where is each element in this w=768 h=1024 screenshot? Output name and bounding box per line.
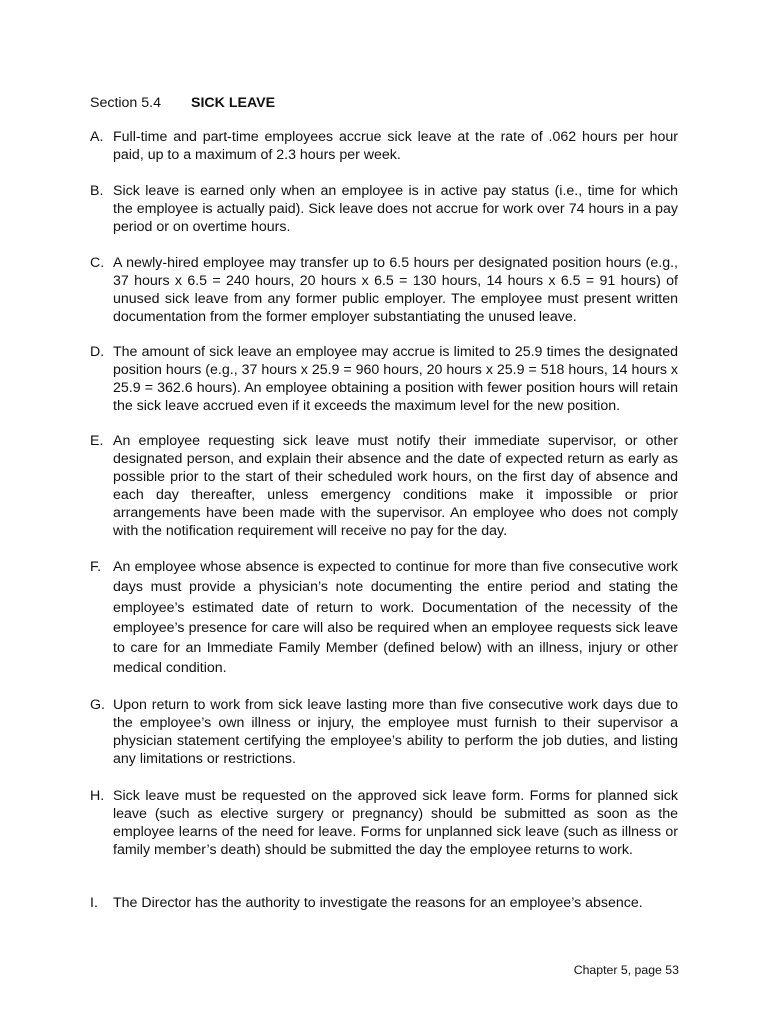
list-item-text: A newly-hired employee may transfer up to 6.5 hours per designated position hours (e.g., 37 hours x 6.5 = 240 hours, 20 hours x 6.5 = 130 hours, 14 hours x 6.5 = 91 hours) of unused sick leave from any former public employer. The employee must present written documentation from the former employer substantiating the unused leave. [113,255,678,325]
list-item-letter: D. [90,344,105,360]
list-item-i [90,895,678,913]
list-item-text: An employee requesting sick leave must notify their immediate supervisor, or other designated person, and explain their absence and the date of expected return as early as possible prior to the start of their scheduled work hours, on the first day of absence and each day thereafter, unless emergency conditions make it impossible or prior arrangements have been made with the supervisor. An employee who does not comply with the notification requirement will receive no pay for the day. [113,433,678,539]
list-item-a [90,129,678,165]
list-item-letter: G. [90,697,105,713]
list-item-text: The Director has the authority to investigate the reasons for an employee’s absence. [113,895,643,911]
page-footer: Chapter 5, page 53 [573,963,679,977]
list-item-d [90,344,678,416]
list-item-letter: F. [90,559,102,575]
list-item-text: Sick leave is earned only when an employee is in active pay status (i.e., time for which the employee is actually paid). Sick leave does not accrue for work over 74 hours in a pay period or on overtime hours. [113,183,678,235]
list-item-letter: I. [90,895,98,911]
list-item-text: The amount of sick leave an employee may accrue is limited to 25.9 times the designated position hours (e.g., 37 hours x 25.9 = 960 hours, 20 hours x 25.9 = 518 hours, 14 hours x 25.9 = 362.6 hours). An employee obtaining a position with fewer position hours will retain the sick leave accrued even if it exceeds the maximum level for the new position. [113,344,678,414]
section-title: SICK LEAVE [191,95,276,111]
list-item-text: Upon return to work from sick leave lasting more than five consecutive work days due to the employee’s own illness or injury, the employee must furnish to their supervisor a physician statement certifying the employee’s ability to perform the job duties, and listing any limitations or restrictions. [113,697,678,767]
list-item-e [90,433,678,540]
list-item-g [90,697,678,769]
list-item-letter: B. [90,183,104,199]
list-item-letter: H. [90,788,105,804]
list-item-letter: E. [90,433,104,449]
list-item-f [90,557,678,679]
list-item-c [90,255,678,327]
list-item-text: Sick leave must be requested on the approved sick leave form. Forms for planned sick leave (such as elective surgery or pregnancy) should be submitted as soon as the employee learns of the need for leave. Forms for unplanned sick leave (such as illness or family member’s death) should be submitted the day the employee returns to work. [113,788,678,858]
list-item-letter: C. [90,255,105,271]
list-item-text: Full-time and part-time employees accrue sick leave at the rate of .062 hours per hour paid, up to a maximum of 2.3 hours per week. [113,129,678,163]
section-header [90,94,275,112]
section-number: Section 5.4 [90,95,161,111]
list-item-h [90,788,678,860]
list-item-b [90,183,678,237]
list-item-text: An employee whose absence is expected to continue for more than five consecutive work days must provide a physician’s note documenting the entire period and stating the employee’s estimated date of return to work. Documentation of the necessity of the employee’s presence for care will also be required when an employee requests sick leave to care for an Immediate Family Member (defined below) with an illness, injury or other medical condition. [113,559,678,677]
list-item-letter: A. [90,129,104,145]
